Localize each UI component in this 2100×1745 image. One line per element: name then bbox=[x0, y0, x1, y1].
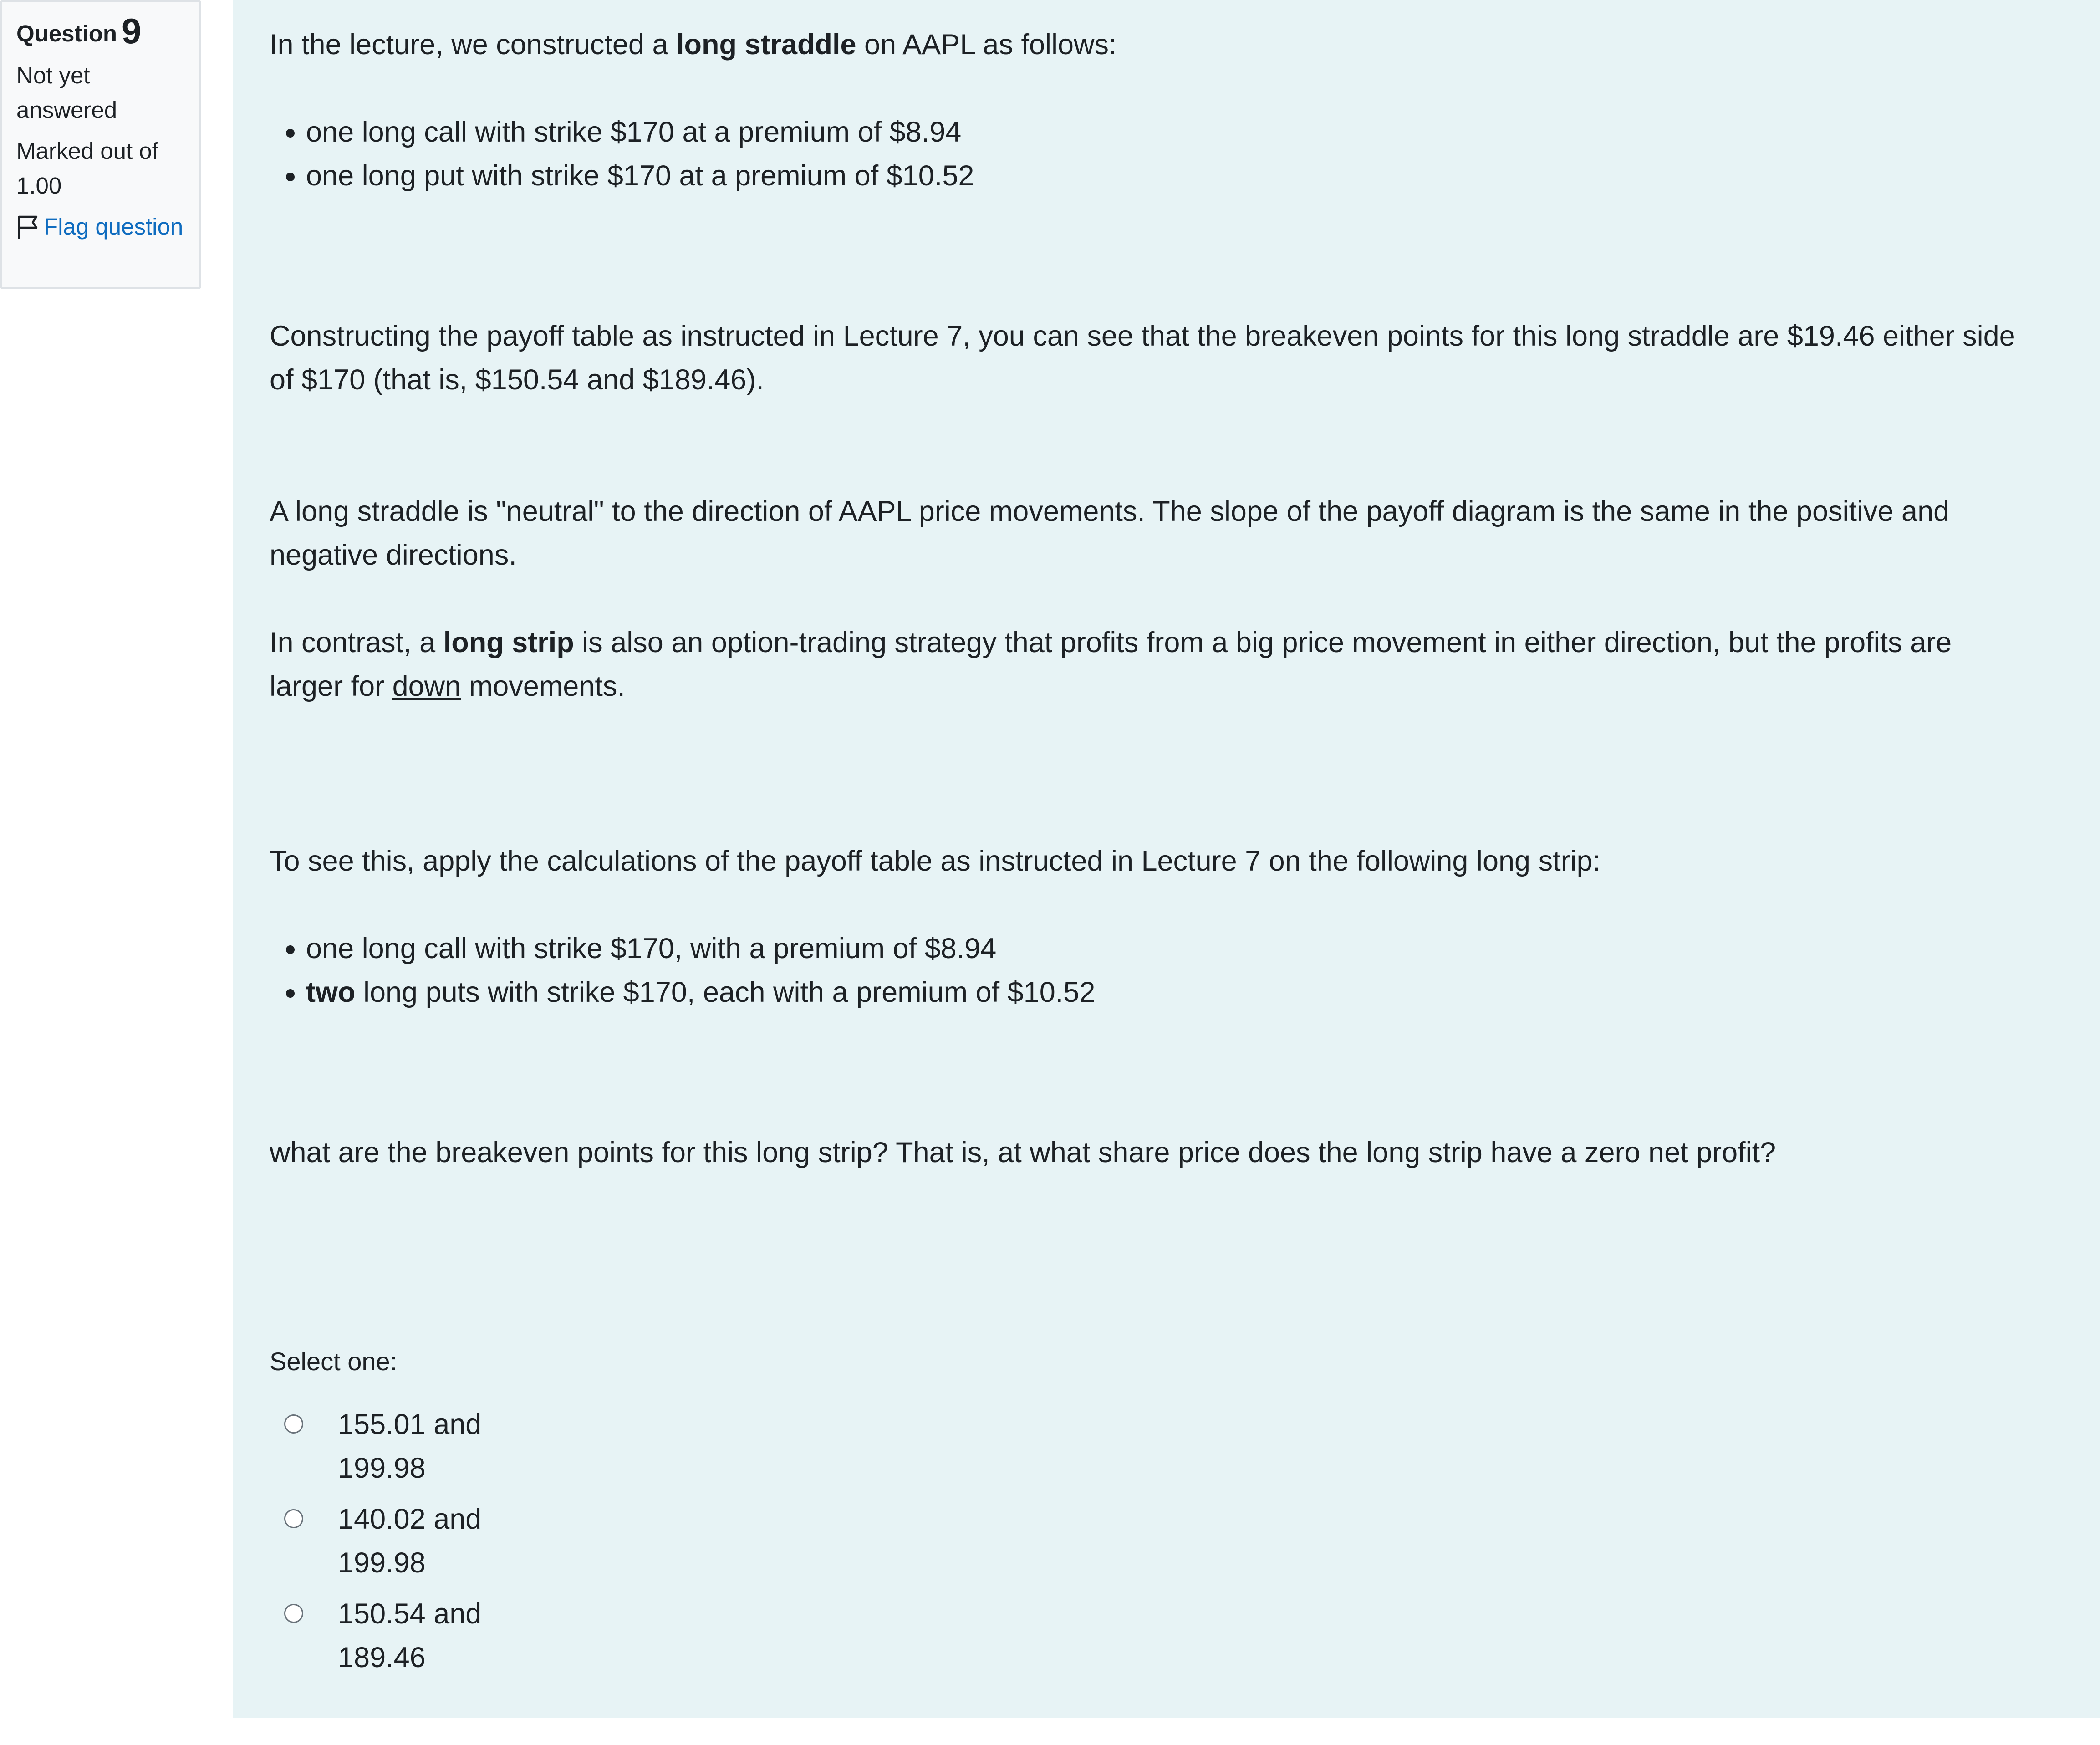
answer-label[interactable]: 150.54 and 189.46 bbox=[338, 1598, 482, 1674]
flag-icon bbox=[16, 214, 40, 240]
question-number-value: 9 bbox=[122, 11, 142, 51]
neutral-paragraph: A long straddle is "neutral" to the direction of AAPL price movements. The slope of the payoff diagram is the same in the positive and negative directions. bbox=[270, 495, 1950, 571]
question-content bbox=[233, 0, 2100, 1718]
list-item: • one long call with strike $170, with a premium of $8.94 bbox=[306, 927, 2100, 970]
question-text: what are the breakeven points for this long strip? That is, at what share price does the long strip have a zero net profit? bbox=[270, 1137, 1776, 1168]
state-line-1: Not yet bbox=[16, 62, 90, 88]
list-item: • one long put with strike $170 at a premium of $10.52 bbox=[306, 154, 2100, 198]
radio-button[interactable] bbox=[284, 1604, 303, 1623]
answer-label[interactable]: 140.02 and 199.98 bbox=[338, 1503, 482, 1579]
down-term: down bbox=[392, 670, 461, 702]
strip-list bbox=[270, 927, 2100, 1014]
question-label: Question bbox=[16, 20, 117, 46]
radio-button[interactable] bbox=[284, 1414, 303, 1434]
grade-line-1: Marked out of bbox=[16, 138, 158, 164]
answer-label[interactable]: 155.01 and 199.98 bbox=[338, 1408, 482, 1484]
intro-paragraph: In the lecture, we constructed a long straddle on AAPL as follows: bbox=[270, 29, 1117, 61]
select-one-prompt: Select one: bbox=[270, 1347, 398, 1376]
question-state bbox=[16, 58, 185, 128]
strip-paragraph: In contrast, a long strip is also an option-trading strategy that profits from a big price movement in either direction, but the profits are larger for down movements. bbox=[270, 627, 1952, 702]
strip-intro-paragraph: To see this, apply the calculations of the payoff table as instructed in Lecture 7 on the following long strip: bbox=[270, 845, 1601, 877]
grade-line-2: 1.00 bbox=[16, 173, 62, 199]
question-number bbox=[16, 11, 185, 51]
list-item: • one long call with strike $170 at a premium of $8.94 bbox=[306, 110, 2100, 154]
flag-question-label: Flag question bbox=[44, 214, 183, 240]
straddle-list bbox=[270, 110, 2100, 198]
flag-question-link[interactable] bbox=[16, 209, 185, 244]
question-grade bbox=[16, 134, 185, 203]
radio-button[interactable] bbox=[284, 1509, 303, 1528]
list-item: • two long puts with strike $170, each with a premium of $10.52 bbox=[306, 970, 2100, 1014]
long-strip-term: long strip bbox=[443, 627, 574, 658]
breakeven-paragraph: Constructing the payoff table as instructed in Lecture 7, you can see that the breakeven points for this long straddle are $19.46 either side of $170 (that is, $150.54 and $189.46). bbox=[270, 320, 2015, 396]
state-line-2: answered bbox=[16, 97, 117, 123]
question-info-panel bbox=[0, 0, 201, 289]
long-straddle-term: long straddle bbox=[676, 29, 856, 61]
